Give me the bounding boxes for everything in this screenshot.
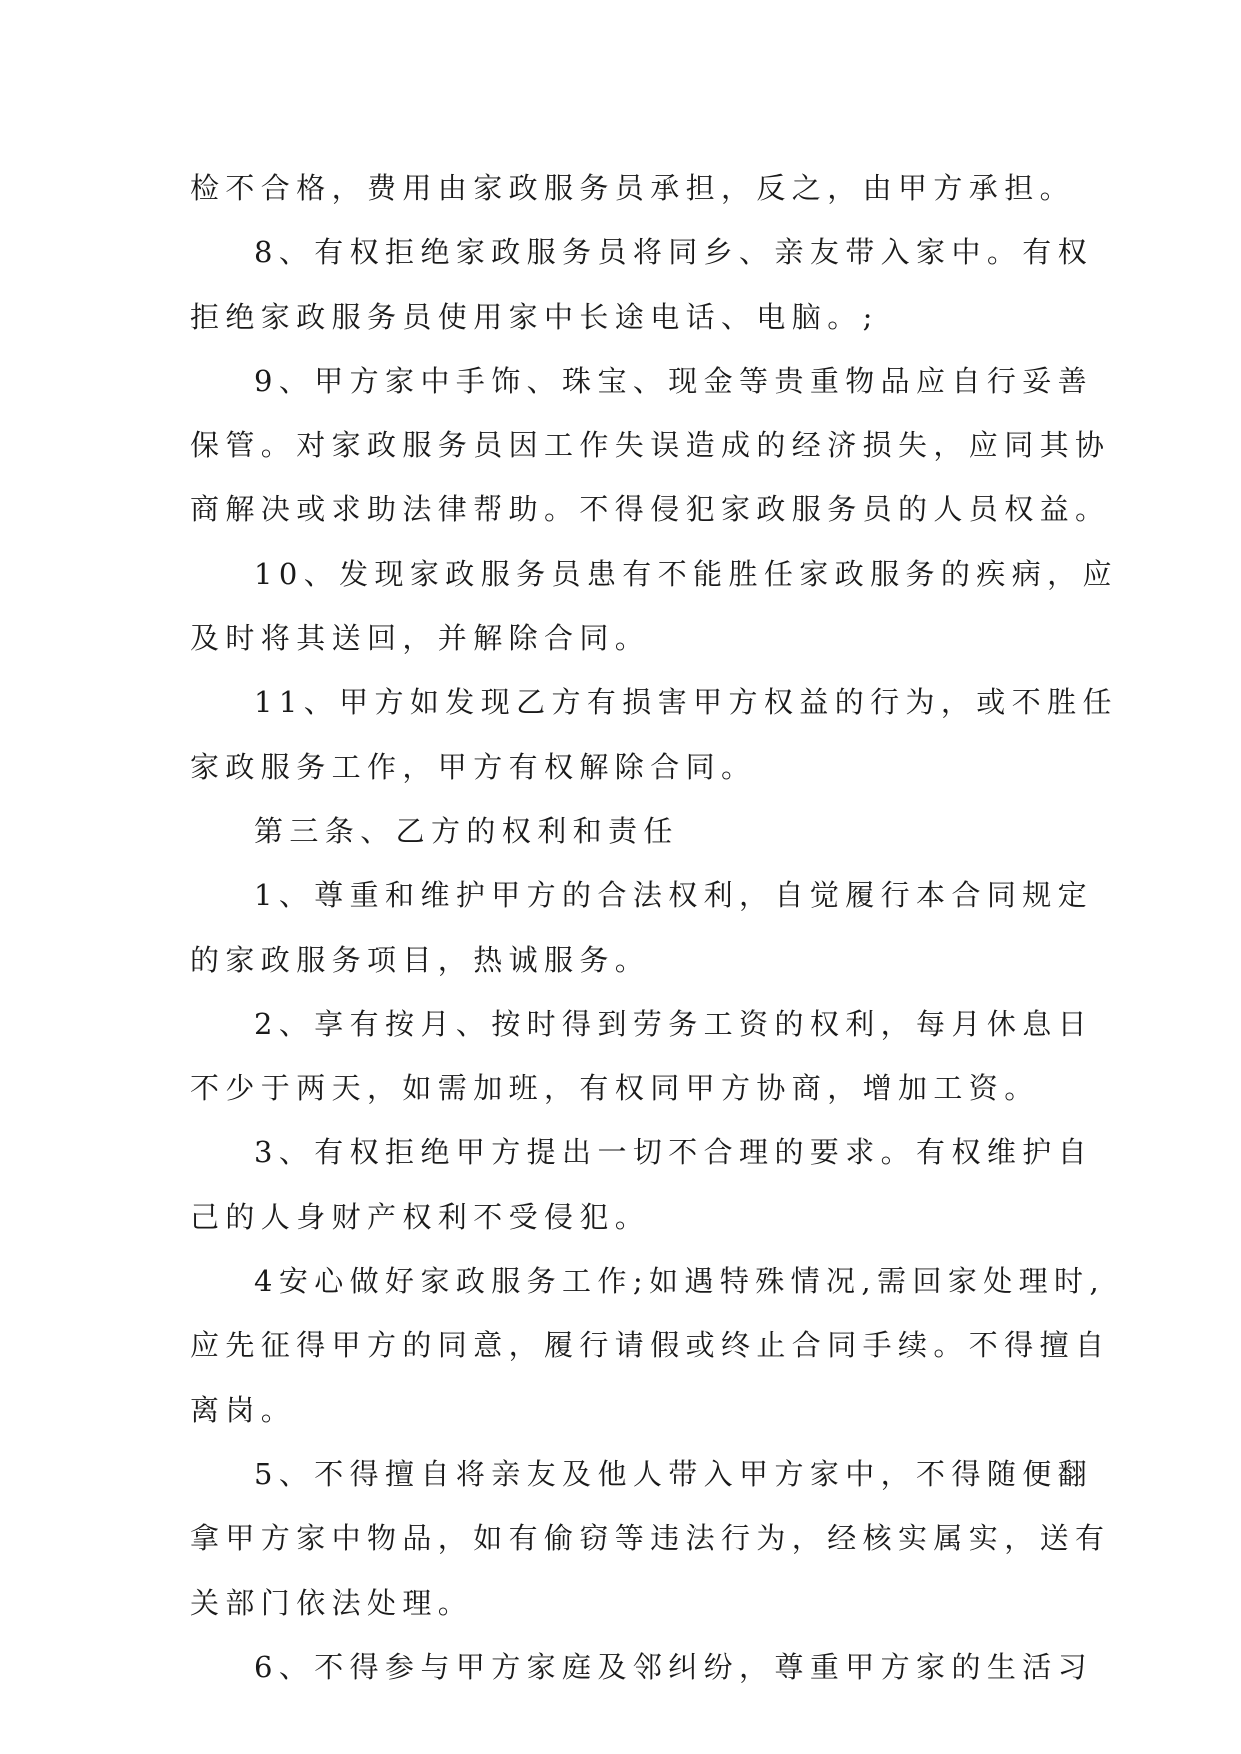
text-line: 商解决或求助法律帮助。不得侵犯家政服务员的人员权益。	[190, 492, 1111, 527]
text-line: 3、有权拒绝甲方提出一切不合理的要求。有权维护自	[254, 1135, 1094, 1170]
text-line: 应先征得甲方的同意，履行请假或终止合同手续。不得擅自	[190, 1328, 1111, 1363]
text-line: 拿甲方家中物品，如有偷窃等违法行为，经核实属实，送有	[190, 1521, 1111, 1556]
text-line: 9、甲方家中手饰、珠宝、现金等贵重物品应自行妥善	[254, 363, 1094, 398]
text-line: 1、尊重和维护甲方的合法权利，自觉履行本合同规定	[254, 878, 1094, 913]
text-line: 的家政服务项目，热诚服务。	[190, 942, 651, 977]
text-line: 关部门依法处理。	[190, 1585, 474, 1620]
section-heading: 第三条、乙方的权利和责任	[254, 813, 679, 848]
text-line: 家政服务工作，甲方有权解除合同。	[190, 749, 757, 784]
text-line: 6、不得参与甲方家庭及邻纠纷，尊重甲方家的生活习	[254, 1649, 1094, 1684]
text-line: 拒绝家政服务员使用家中长途电话、电脑。;	[190, 299, 879, 334]
text-line: 离岗。	[190, 1392, 297, 1427]
text-line: 2、享有按月、按时得到劳务工资的权利，每月休息日	[254, 1006, 1094, 1041]
text-line: 4安心做好家政服务工作;如遇特殊情况,需回家处理时,	[254, 1264, 1106, 1299]
text-line: 不少于两天，如需加班，有权同甲方协商，增加工资。	[190, 1071, 1040, 1106]
text-line: 11、甲方如发现乙方有损害甲方权益的行为，或不胜任	[254, 685, 1118, 720]
text-line: 己的人身财产权利不受侵犯。	[190, 1199, 651, 1234]
text-line: 检不合格，费用由家政服务员承担，反之，由甲方承担。	[190, 171, 1076, 205]
document-body	[190, 156, 1118, 1699]
text-line: 10、发现家政服务员患有不能胜任家政服务的疾病，应	[254, 556, 1118, 591]
text-line: 保管。对家政服务员因工作失误造成的经济损失，应同其协	[190, 428, 1111, 463]
text-line: 8、有权拒绝家政服务员将同乡、亲友带入家中。有权	[254, 235, 1094, 270]
text-line: 5、不得擅自将亲友及他人带入甲方家中，不得随便翻	[254, 1456, 1094, 1491]
text-line: 及时将其送回，并解除合同。	[190, 621, 651, 656]
